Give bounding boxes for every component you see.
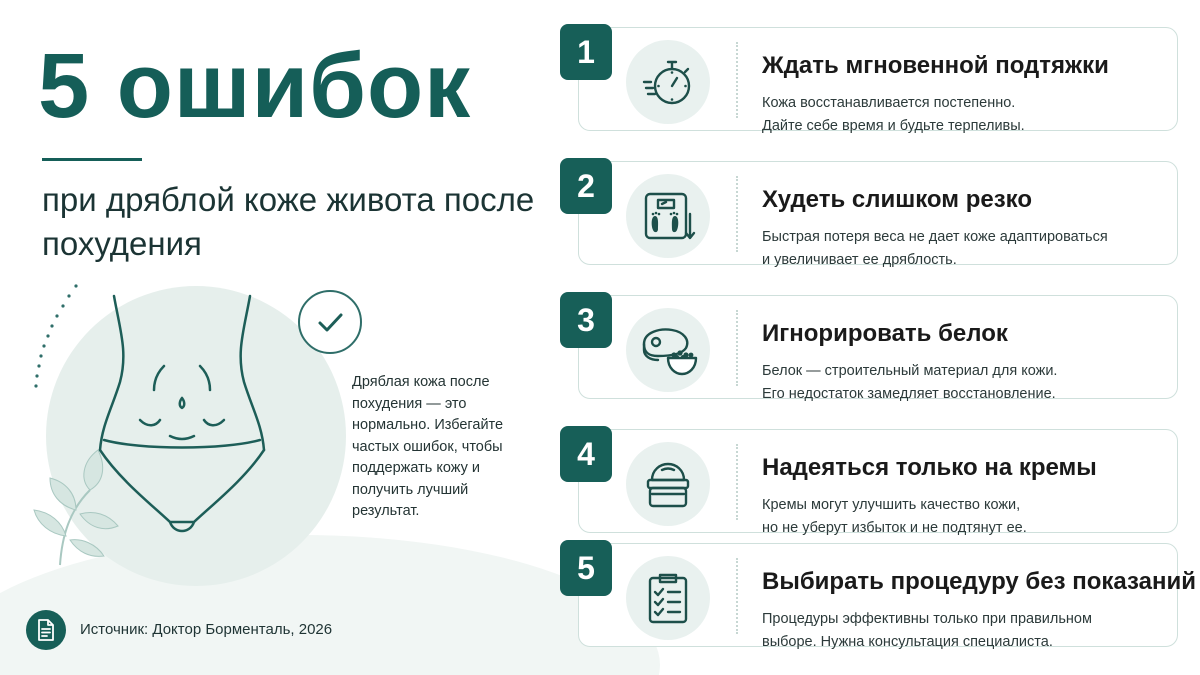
- icon-container: [626, 442, 710, 526]
- mistake-number: 1: [560, 24, 612, 80]
- mistake-number: 5: [560, 540, 612, 596]
- source-text: Источник: Доктор Борменталь, 2026: [80, 621, 333, 638]
- mistake-title: Выбирать процедуру без показаний: [762, 568, 1196, 595]
- cream-jar-icon: [640, 456, 696, 512]
- meat-bowl-icon: [638, 322, 698, 378]
- description-line: Кожа восстанавливается постепенно.: [762, 95, 1016, 111]
- source-badge: [26, 610, 66, 650]
- mistake-description: [762, 360, 1162, 406]
- item-divider: [736, 42, 738, 118]
- mistake-item-3: [560, 292, 1180, 402]
- description-line: Его недостаток замедляет восстановление.: [762, 386, 1056, 402]
- item-divider: [736, 176, 738, 252]
- item-divider: [736, 310, 738, 386]
- check-icon: [314, 306, 346, 338]
- description-line: выборе. Нужна консультация специалиста.: [762, 634, 1053, 650]
- mistake-number: 2: [560, 158, 612, 214]
- mistake-description: [762, 92, 1162, 138]
- title-divider: [42, 158, 142, 161]
- page-subtitle: при дряблой коже живота после похудения: [42, 181, 535, 262]
- mistake-item-2: [560, 158, 1180, 268]
- description-line: Процедуры эффективны только при правильном: [762, 611, 1092, 627]
- left-panel: [0, 0, 560, 675]
- item-divider: [736, 558, 738, 634]
- document-icon: [36, 619, 56, 641]
- mistake-number: 4: [560, 426, 612, 482]
- stopwatch-icon: [640, 54, 696, 110]
- mistake-title: Игнорировать белок: [762, 320, 1008, 347]
- description-line: Дайте себе время и будьте терпеливы.: [762, 118, 1025, 134]
- icon-container: [626, 174, 710, 258]
- icon-container: [626, 556, 710, 640]
- description-line: Быстрая потеря веса не дает коже адаптироваться: [762, 229, 1108, 245]
- icon-container: [626, 40, 710, 124]
- mistake-item-1: [560, 24, 1180, 134]
- mistake-description: [762, 494, 1162, 540]
- description-line: Кремы могут улучшить качество кожи,: [762, 497, 1021, 513]
- mistake-title: Ждать мгновенной подтяжки: [762, 52, 1109, 79]
- mistake-item-4: [560, 426, 1180, 536]
- description-line: Белок — строительный материал для кожи.: [762, 363, 1058, 379]
- page-title: 5 ошибок: [38, 35, 472, 137]
- mistakes-list: [560, 24, 1196, 654]
- decorative-dots: [28, 282, 88, 402]
- leaf-decoration: [20, 440, 130, 570]
- scale-icon: [640, 188, 696, 244]
- icon-container: [626, 308, 710, 392]
- mistake-description: [762, 608, 1162, 654]
- check-badge: [298, 290, 362, 354]
- mistake-title: Худеть слишком резко: [762, 186, 1032, 213]
- mistake-number: 3: [560, 292, 612, 348]
- description-line: и увеличивает ее дряблость.: [762, 252, 957, 268]
- item-divider: [736, 444, 738, 520]
- checklist-icon: [640, 570, 696, 626]
- mistake-item-5: [560, 540, 1196, 650]
- description-line: но не уберут избыток и не подтянут ее.: [762, 520, 1027, 536]
- mistake-description: [762, 226, 1162, 272]
- note-text: Дряблая кожа после похудения — это нормально. Избегайте частых ошибок, чтобы поддержать кожу и получить лучший результат.: [352, 374, 504, 519]
- mistake-title: Надеяться только на кремы: [762, 454, 1097, 481]
